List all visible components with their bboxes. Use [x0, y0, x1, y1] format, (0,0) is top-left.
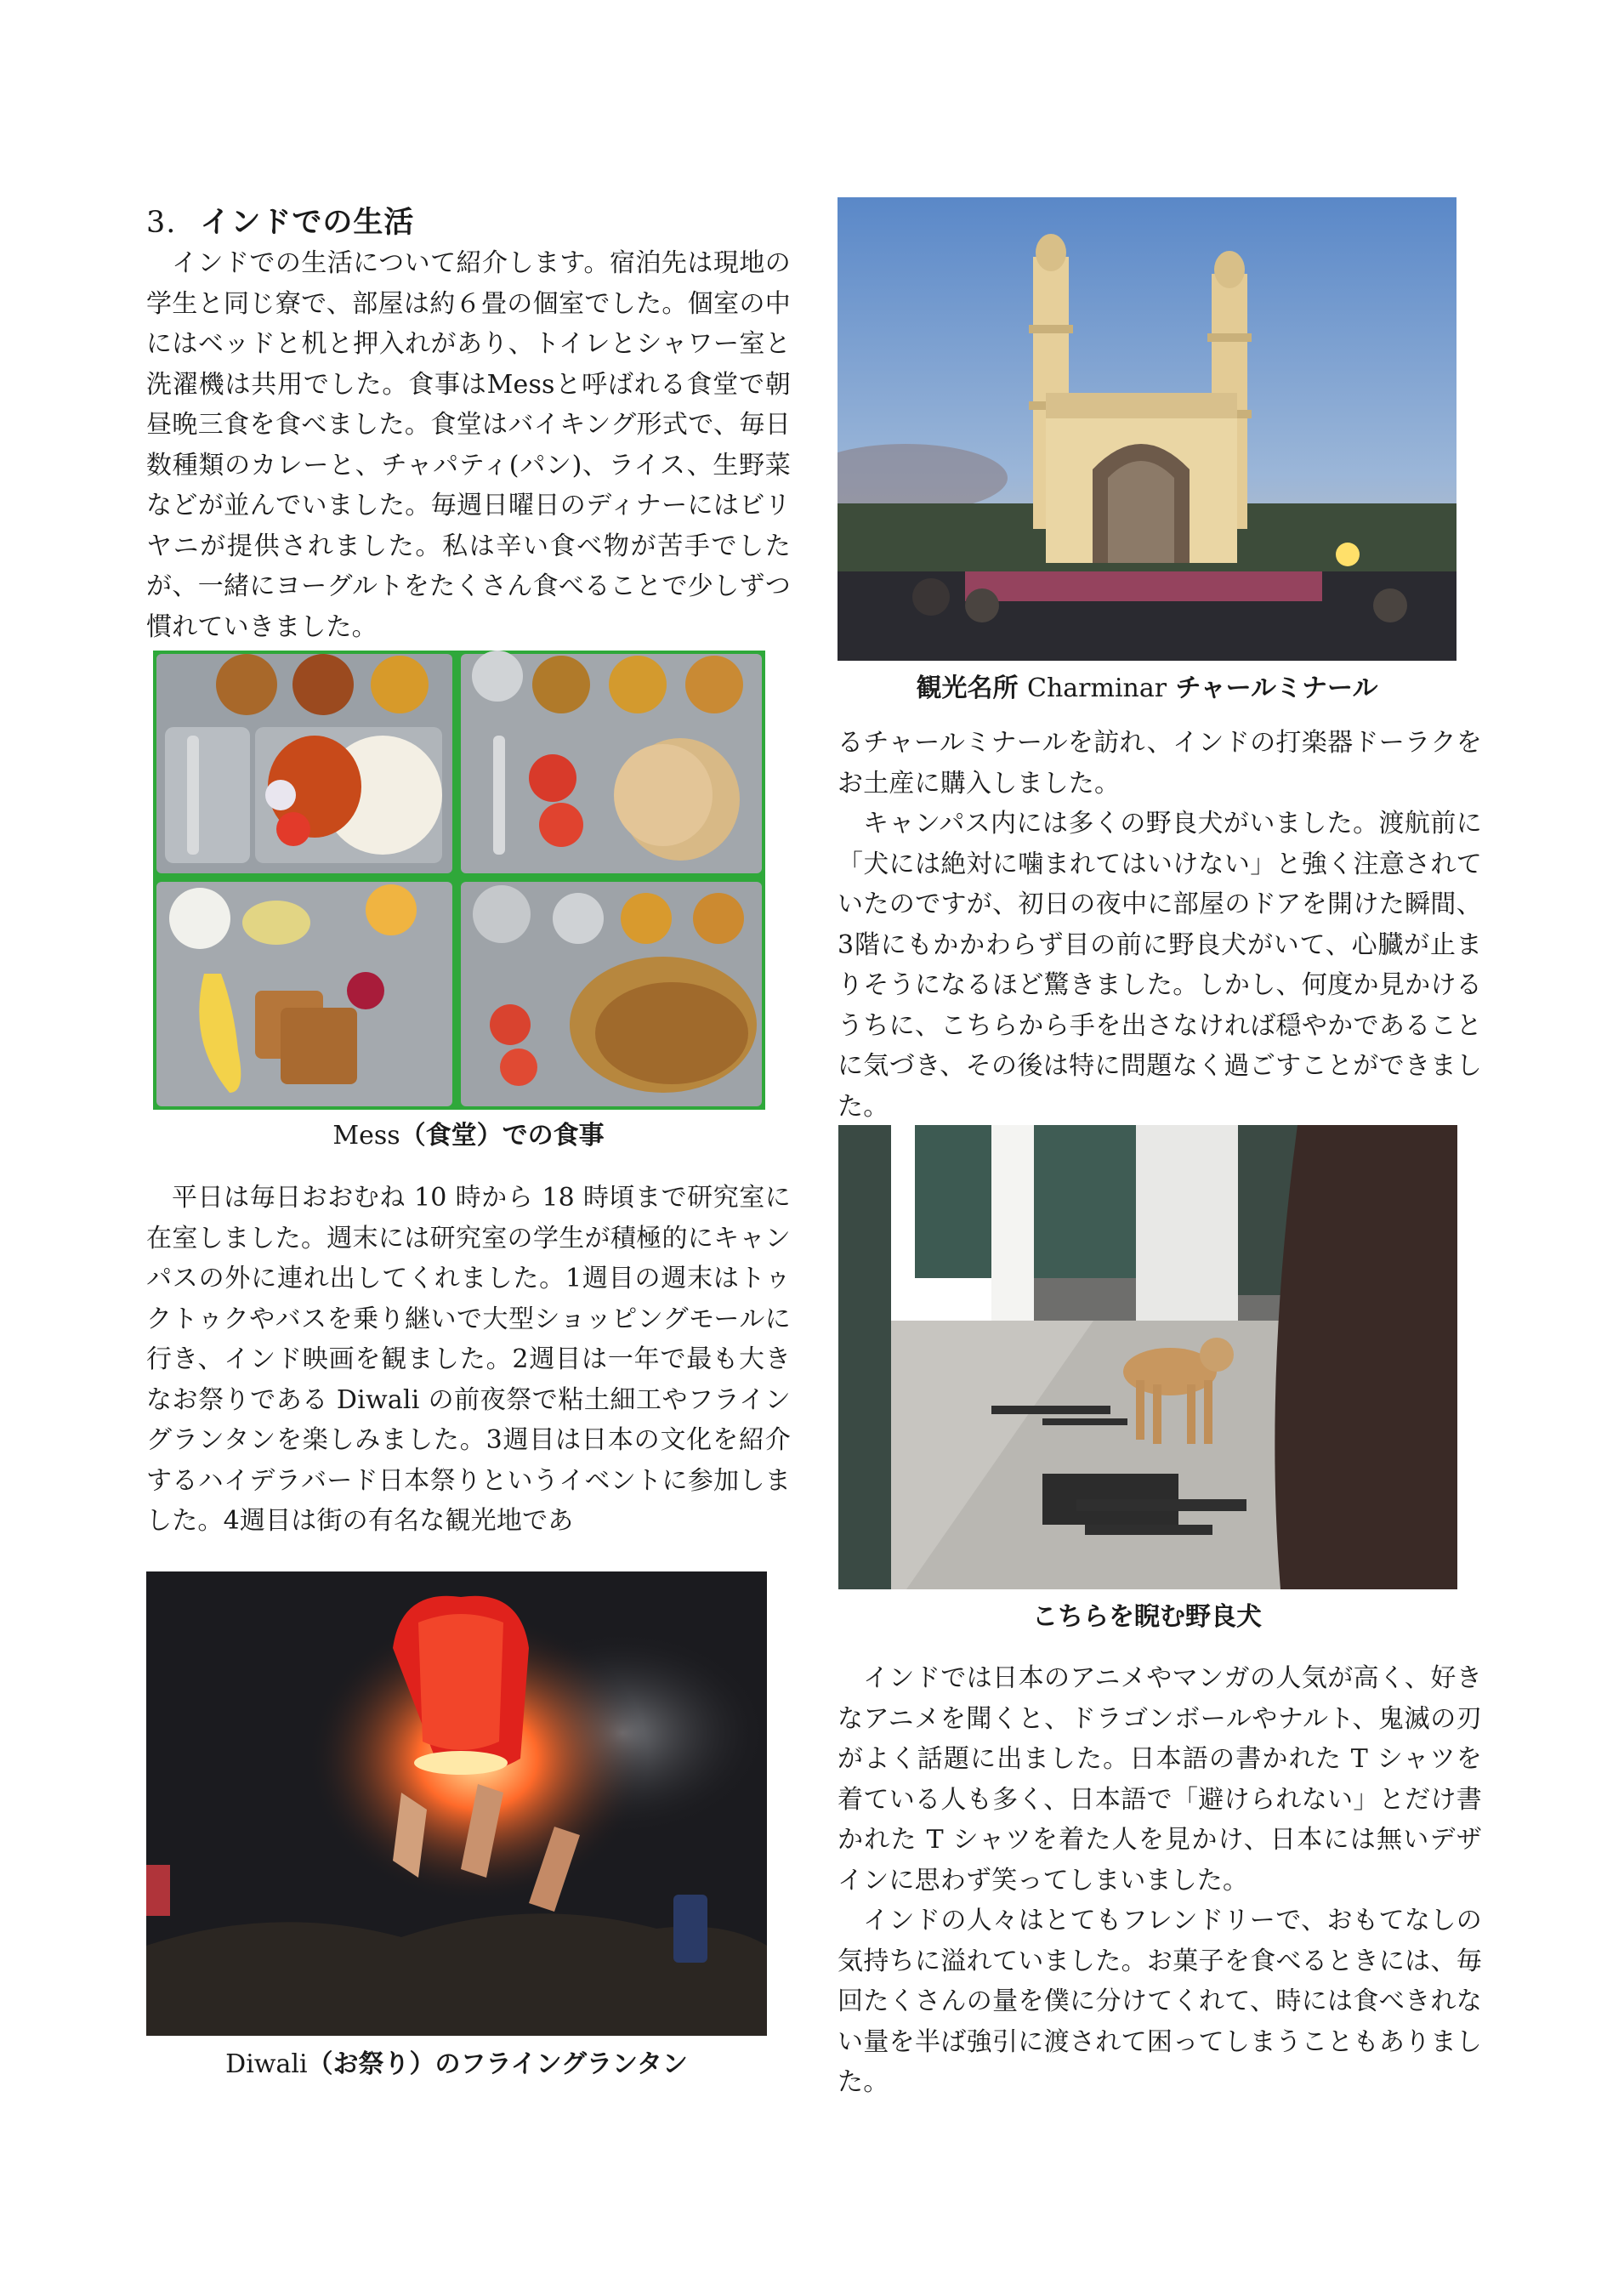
section-title: インドでの生活 [200, 206, 415, 240]
right-paragraph-block-1 [838, 723, 1482, 1127]
diwali-caption-text: （お祭り）のフライングランタン [307, 2049, 688, 2079]
mess-caption-text: （食堂）での食事 [400, 1121, 605, 1151]
weekday-paragraph: 平日は毎日おおむね 10 時から 18 時頃まで研究室に在室しました。週末には研究室の学生が積極的にキャンパスの外に連れ出してくれました。1週目の週末はトゥクトゥクやバスを乗り継いで大型ショッピングモールに行き、インド映画を観ました。2週目は一年で最も大きなお祭りである Diwali の前夜祭で粘土細工やフライングランタンを楽しみました。3週目は日本の文化を紹介するハイデラバード日本祭りというイベントに参加しました。4週目は街の有名な観光地であ [146, 1183, 791, 1536]
stray-dog-photo [838, 1125, 1457, 1589]
diwali-caption-latin: Diwali [225, 2049, 308, 2079]
diwali-photo-caption [146, 2043, 767, 2080]
charminar-visit-paragraph: るチャールミナールを訪れ、インドの打楽器ドーラクをお土産に購入しました。 [838, 728, 1482, 798]
intro-paragraph: インドでの生活について紹介します。宿泊先は現地の学生と同じ寮で、部屋は約６畳の個室でした。個室の中にはベッドと机と押入れがあり、トイレとシャワー室と洗濯機は共用でした。食事はMessと呼ばれる食堂で朝昼晩三食を食べました。食堂はバイキング形式で、毎日数種類のカレーと、チャパティ(パン)、ライス、生野菜などが並んでいました。毎週日曜日のディナーにはビリヤニが提供されました。私は辛い食べ物が苦手でしたが、一緒にヨーグルトをたくさん食べることで少しずつ慣れていきました。 [146, 248, 791, 642]
charminar-photo [838, 197, 1456, 661]
mess-food-photo-grid [153, 651, 765, 1110]
charminar-caption-pre: 観光名所 [916, 673, 1027, 703]
section-number: 3. [146, 206, 177, 240]
diwali-lantern-photo [146, 1571, 767, 2036]
intro-paragraph-block [146, 243, 791, 647]
charminar-photo-caption [838, 667, 1456, 704]
charminar-caption-latin: Charminar [1027, 673, 1167, 703]
mess-caption-latin: Mess [332, 1121, 400, 1151]
anime-paragraph: インドでは日本のアニメやマンガの人気が高く、好きなアニメを聞くと、ドラゴンボールやナルト、鬼滅の刃がよく話題に出ました。日本語の書かれた T シャツを着ている人も多く、日本語で「避けられない」とだけ書かれた T シャツを着た人を見かけ、日本には無いデザインに思わず笑ってしまいました。 [838, 1663, 1482, 1895]
friendly-people-paragraph: インドの人々はとてもフレンドリーで、おもてなしの気持ちに溢れていました。お菓子を食べるときには、毎回たくさんの量を僕に分けてくれて、時には食べきれない量を半ば強引に渡されて困ってしまうこともありました。 [838, 1906, 1482, 2097]
mess-photo-caption [146, 1114, 791, 1151]
dog-photo-caption: こちらを睨む野良犬 [1032, 1602, 1262, 1632]
charminar-caption-post: チャールミナール [1167, 673, 1378, 703]
stray-dog-paragraph: キャンパス内には多くの野良犬がいました。渡航前に「犬には絶対に噛まれてはいけない」と強く注意されていたのですが、初日の夜中に部屋のドアを開けた瞬間、3階にもかかわらず目の前に野良犬がいて、心臓が止まりそうになるほど驚きました。しかし、何度か見かけるうちに、こちらから手を出さなければ穏やかであることに気づき、その後は特に問題なく過ごすことができました。 [838, 809, 1482, 1122]
right-paragraph-block-2 [838, 1658, 1482, 2103]
section-heading [146, 199, 414, 242]
weekday-paragraph-block [146, 1178, 791, 1542]
